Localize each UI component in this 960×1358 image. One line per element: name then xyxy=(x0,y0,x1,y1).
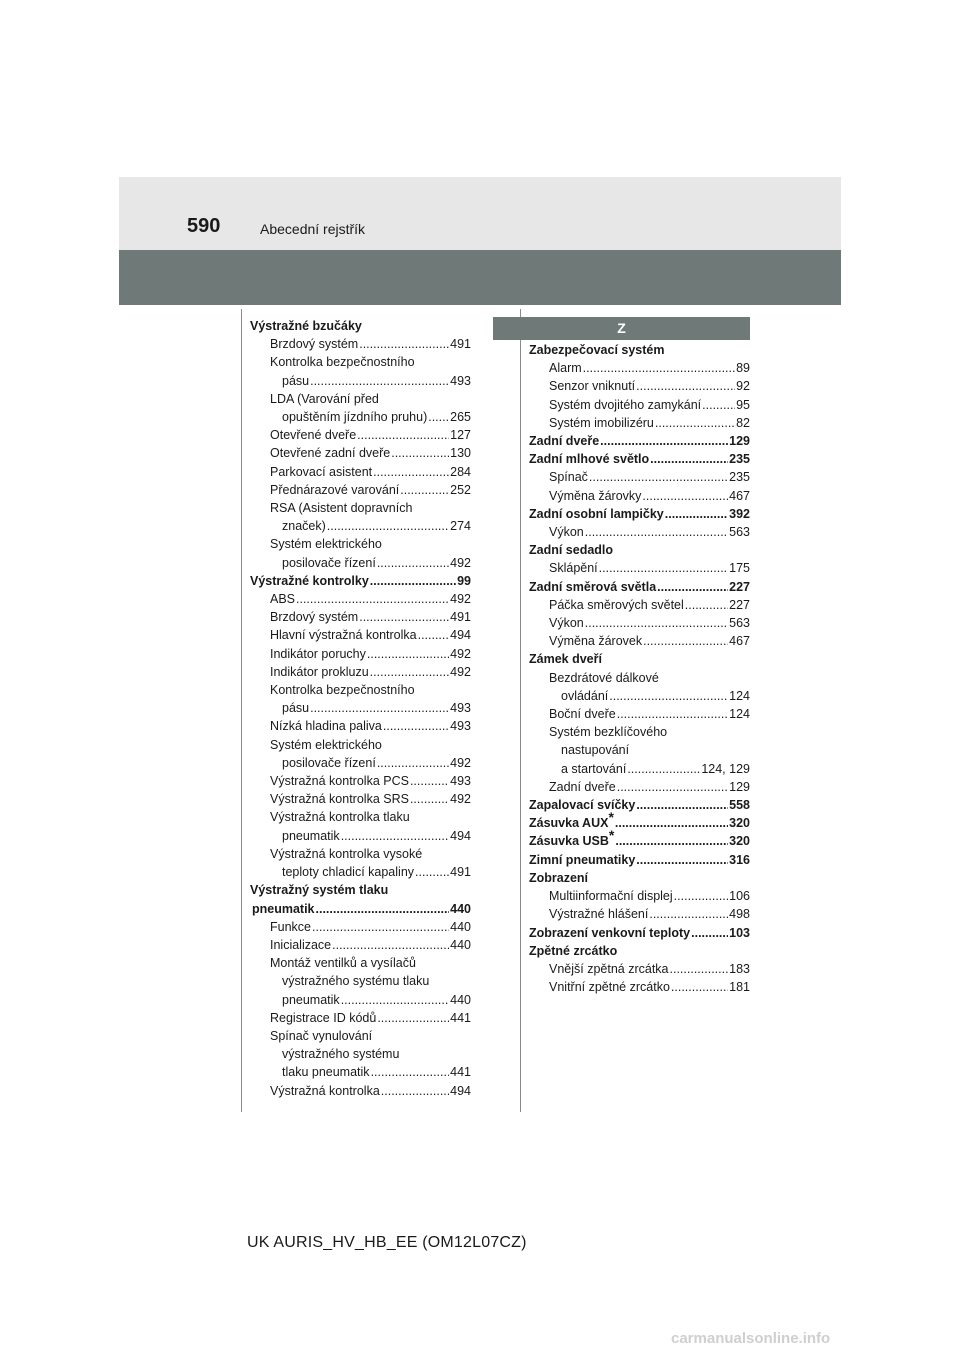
index-entry xyxy=(239,663,471,681)
index-entry: Montáž ventilků a vysílačů xyxy=(270,956,416,971)
index-entry xyxy=(239,918,471,936)
dot-leader xyxy=(377,754,449,772)
dot-leader xyxy=(410,772,449,790)
dot-leader xyxy=(296,590,449,608)
index-entry xyxy=(239,790,471,808)
entry-term: Hlavní výstražná kontrolka xyxy=(270,628,417,643)
entry-page: 492 xyxy=(450,646,471,661)
index-entry: Výstražná kontrolka tlaku xyxy=(270,810,410,825)
dot-leader xyxy=(371,1063,450,1081)
index-entry xyxy=(518,614,750,632)
entry-page: 316 xyxy=(729,852,750,867)
entry-term: Zadní dveře xyxy=(529,434,600,449)
entry-term: Výkon xyxy=(549,525,584,540)
dot-leader xyxy=(589,468,728,486)
entry-page: 494 xyxy=(450,828,471,843)
entry-term: Zadní osobní lampičky xyxy=(529,506,664,521)
entry-page: 492 xyxy=(450,792,471,807)
index-entry xyxy=(239,991,471,1009)
index-entry xyxy=(518,396,750,414)
footer-model-code: UK AURIS_HV_HB_EE (OM12L07CZ) xyxy=(247,1234,527,1251)
dot-leader xyxy=(418,626,450,644)
entry-page: 103 xyxy=(729,925,750,940)
entry-term: Parkovací asistent xyxy=(270,464,373,479)
dot-leader xyxy=(685,596,728,614)
index-entry xyxy=(518,414,750,432)
entry-term: Zadní dveře xyxy=(549,779,616,794)
dot-leader xyxy=(617,705,728,723)
dot-leader xyxy=(312,918,449,936)
entry-page: 493 xyxy=(450,774,471,789)
index-entry: Zobrazení xyxy=(529,870,589,885)
entry-page: 252 xyxy=(450,482,471,497)
entry-page: 175 xyxy=(729,561,750,576)
entry-page: 320 xyxy=(729,816,750,831)
entry-term: Indikátor prokluzu xyxy=(270,664,369,679)
dot-leader xyxy=(341,991,449,1009)
index-entry: Kontrolka bezpečnostního xyxy=(270,355,415,370)
entry-term: pásu xyxy=(282,373,310,388)
entry-page: 491 xyxy=(450,865,471,880)
entry-page: 89 xyxy=(736,361,750,376)
dot-leader xyxy=(636,377,735,395)
entry-page: 92 xyxy=(736,379,750,394)
entry-term: pneumatik xyxy=(252,901,315,916)
index-entry: Systém bezklíčového xyxy=(549,725,668,740)
entry-term: Zásuvka USB* xyxy=(529,827,615,849)
dot-leader xyxy=(367,645,449,663)
entry-term: pásu xyxy=(282,701,310,716)
entry-page: 183 xyxy=(729,961,750,976)
index-entry: nastupování xyxy=(561,743,630,758)
dot-leader xyxy=(370,663,449,681)
index-entry: LDA (Varování před xyxy=(270,391,379,406)
entry-term: Zapalovací svíčky xyxy=(529,798,636,813)
index-entry xyxy=(239,408,471,426)
dot-leader xyxy=(674,887,728,905)
entry-page: 494 xyxy=(450,1083,471,1098)
index-entry xyxy=(239,699,471,717)
dot-leader xyxy=(377,1009,449,1027)
entry-term: Páčka směrových světel xyxy=(549,597,684,612)
dot-leader xyxy=(585,614,728,632)
index-entry xyxy=(239,1063,471,1081)
dot-leader xyxy=(341,827,449,845)
entry-page: 440 xyxy=(450,992,471,1007)
entry-page: 492 xyxy=(450,592,471,607)
index-entry xyxy=(239,645,471,663)
entry-page: 491 xyxy=(450,337,471,352)
index-entry: Zadní sedadlo xyxy=(529,543,614,558)
entry-term: Brzdový systém xyxy=(270,337,359,352)
entry-page: 563 xyxy=(729,616,750,631)
dot-leader xyxy=(359,335,449,353)
entry-term: Otevřené dveře xyxy=(270,428,357,443)
entry-term: Výkon xyxy=(549,616,584,631)
index-entry: Výstražný systém tlaku xyxy=(250,883,389,898)
entry-page: 392 xyxy=(729,506,750,521)
index-entry xyxy=(518,827,750,850)
dot-leader xyxy=(310,372,449,390)
dot-leader xyxy=(310,699,449,717)
entry-page: 124, 129 xyxy=(701,761,750,776)
index-entry xyxy=(239,626,471,644)
entry-term: Brzdový systém xyxy=(270,610,359,625)
index-entry xyxy=(518,359,750,377)
dot-leader xyxy=(617,778,728,796)
dot-leader xyxy=(327,517,449,535)
entry-term: ovládání xyxy=(561,688,609,703)
index-entry xyxy=(518,851,750,869)
entry-term: Otevřené zadní dveře xyxy=(270,446,391,461)
dot-leader xyxy=(428,408,449,426)
dot-leader xyxy=(627,760,700,778)
index-entry: Bezdrátové dálkové xyxy=(549,670,659,685)
dot-leader xyxy=(649,905,728,923)
entry-term: Výstražná kontrolka SRS xyxy=(270,792,409,807)
entry-page: 440 xyxy=(450,937,471,952)
dot-leader xyxy=(615,814,728,832)
index-entry xyxy=(239,335,471,353)
entry-page: 284 xyxy=(450,464,471,479)
dot-leader xyxy=(671,978,728,996)
dot-leader xyxy=(359,608,449,626)
index-entry xyxy=(239,1009,471,1027)
entry-page: 441 xyxy=(450,1010,471,1025)
index-entry xyxy=(239,572,471,590)
dot-leader xyxy=(381,1082,449,1100)
entry-term: Zadní směrová světla xyxy=(529,579,657,594)
dot-leader xyxy=(642,487,728,505)
index-entry xyxy=(239,717,471,735)
dot-leader xyxy=(599,559,728,577)
entry-page: 181 xyxy=(729,980,750,995)
index-column-left xyxy=(239,317,471,1100)
entry-term: Funkce xyxy=(270,919,311,934)
index-entry xyxy=(518,468,750,486)
entry-term: a startování xyxy=(561,761,627,776)
entry-page: 106 xyxy=(729,889,750,904)
dot-leader xyxy=(691,924,728,942)
entry-term: Vnější zpětná zrcátka xyxy=(549,961,669,976)
entry-page: 492 xyxy=(450,755,471,770)
entry-page: 227 xyxy=(729,579,750,594)
entry-page: 493 xyxy=(450,701,471,716)
entry-term: pneumatik xyxy=(282,992,340,1007)
entry-page: 491 xyxy=(450,610,471,625)
entry-term: posilovače řízení xyxy=(282,555,376,570)
entry-page: 467 xyxy=(729,634,750,649)
dot-leader xyxy=(383,717,449,735)
entry-page: 127 xyxy=(450,428,471,443)
entry-term: Spínač xyxy=(549,470,588,485)
entry-page: 558 xyxy=(729,798,750,813)
entry-term: Systém imobilizéru xyxy=(549,415,654,430)
index-entry xyxy=(518,596,750,614)
entry-page: 492 xyxy=(450,555,471,570)
index-entry xyxy=(239,772,471,790)
index-entry xyxy=(518,778,750,796)
entry-term: Sklápění xyxy=(549,561,598,576)
section-title: Abecední rejstřík xyxy=(260,221,366,237)
dot-leader xyxy=(643,632,728,650)
header-band xyxy=(119,177,841,250)
footnote-mark: * xyxy=(608,827,615,844)
entry-page: 235 xyxy=(729,470,750,485)
entry-page: 493 xyxy=(450,719,471,734)
entry-page: 492 xyxy=(450,664,471,679)
index-entry xyxy=(518,578,750,596)
dot-leader xyxy=(332,936,449,954)
entry-term: Multiinformační displej xyxy=(549,889,673,904)
entry-term: pneumatik xyxy=(282,828,340,843)
entry-term: Systém dvojitého zamykání xyxy=(549,397,702,412)
index-entry xyxy=(239,554,471,572)
entry-term: Zobrazení venkovní teploty xyxy=(529,925,691,940)
dot-leader xyxy=(702,396,735,414)
watermark: carmanualsonline.info xyxy=(671,1330,831,1347)
entry-page: 440 xyxy=(450,919,471,934)
index-entry: Zámek dveří xyxy=(529,652,602,667)
index-entry: Zpětné zrcátko xyxy=(529,943,618,958)
entry-term: Přednárazové varování xyxy=(270,482,400,497)
index-entry: RSA (Asistent dopravních xyxy=(270,501,413,516)
dot-leader xyxy=(665,505,728,523)
entry-page: 265 xyxy=(450,410,471,425)
entry-term: Senzor vniknutí xyxy=(549,379,636,394)
index-entry xyxy=(239,1082,471,1100)
entry-page: 440 xyxy=(450,901,471,916)
entry-term: Výstražné hlášení xyxy=(549,907,649,922)
entry-term: Registrace ID kódů xyxy=(270,1010,377,1025)
entry-page: 494 xyxy=(450,628,471,643)
entry-term: Výměna žárovek xyxy=(549,634,643,649)
dot-leader xyxy=(583,359,735,377)
index-entry xyxy=(239,827,471,845)
index-entry xyxy=(518,432,750,450)
dot-leader xyxy=(636,796,728,814)
index-entry xyxy=(239,863,471,881)
entry-page: 82 xyxy=(736,415,750,430)
entry-term: ABS xyxy=(270,592,296,607)
index-entry xyxy=(239,754,471,772)
dot-leader xyxy=(373,463,449,481)
entry-page: 498 xyxy=(729,907,750,922)
index-entry xyxy=(518,705,750,723)
index-entry xyxy=(518,905,750,923)
entry-page: 129 xyxy=(729,434,750,449)
index-entry xyxy=(518,887,750,905)
entry-page: 227 xyxy=(729,597,750,612)
index-entry xyxy=(518,487,750,505)
entry-term: Výstražná kontrolka PCS xyxy=(270,774,409,789)
index-entry xyxy=(239,463,471,481)
dot-leader xyxy=(410,790,449,808)
entry-page: 124 xyxy=(729,688,750,703)
index-entry: Kontrolka bezpečnostního xyxy=(270,683,415,698)
index-entry xyxy=(239,444,471,462)
entry-term: Zásuvka AUX* xyxy=(529,809,614,831)
entry-page: 467 xyxy=(729,488,750,503)
index-entry xyxy=(518,760,750,778)
entry-page: 129 xyxy=(729,779,750,794)
index-entry xyxy=(518,978,750,996)
entry-term: Výstražné kontrolky xyxy=(250,573,369,588)
index-entry xyxy=(518,960,750,978)
index-entry xyxy=(239,608,471,626)
entry-page: 99 xyxy=(457,573,471,588)
index-entry xyxy=(239,936,471,954)
dot-leader xyxy=(650,450,728,468)
entry-term: Výměna žárovky xyxy=(549,488,642,503)
index-column-right xyxy=(518,317,750,996)
entry-page: 493 xyxy=(450,373,471,388)
index-entry xyxy=(518,450,750,468)
dot-leader xyxy=(636,851,728,869)
entry-term: Výstražná kontrolka xyxy=(270,1083,380,1098)
footnote-mark: * xyxy=(608,809,614,826)
entry-page: 320 xyxy=(729,834,750,849)
index-entry xyxy=(518,523,750,541)
index-entry xyxy=(239,426,471,444)
index-entry: Zabezpečovací systém xyxy=(529,343,665,357)
entry-page: 130 xyxy=(450,446,471,461)
index-entry xyxy=(518,505,750,523)
index-entry xyxy=(239,517,471,535)
dot-leader xyxy=(670,960,729,978)
entry-term: značek) xyxy=(282,519,326,534)
index-entry xyxy=(518,809,750,832)
dot-leader xyxy=(585,523,728,541)
index-entry xyxy=(518,796,750,814)
dot-leader xyxy=(600,432,728,450)
index-entry: Systém elektrického xyxy=(270,737,382,752)
index-entry xyxy=(239,590,471,608)
dot-leader xyxy=(316,900,450,918)
entry-page: 563 xyxy=(729,525,750,540)
entry-term: Alarm xyxy=(549,361,582,376)
entry-term: Nízká hladina paliva xyxy=(270,719,382,734)
index-entry xyxy=(518,559,750,577)
dot-leader xyxy=(609,687,728,705)
dot-leader xyxy=(655,414,735,432)
entry-page: 124 xyxy=(729,707,750,722)
dot-leader xyxy=(391,444,449,462)
entry-term: Zimní pneumatiky xyxy=(529,852,636,867)
index-entry xyxy=(518,924,750,942)
index-entry: výstražného systému tlaku xyxy=(282,974,430,989)
entry-term: opuštěním jízdního pruhu) xyxy=(282,410,428,425)
index-entry: Výstražná kontrolka vysoké xyxy=(270,846,423,861)
header-dark-band xyxy=(119,250,841,305)
index-entry xyxy=(518,377,750,395)
index-entry: Výstražné bzučáky xyxy=(250,319,362,333)
index-entry: výstražného systému xyxy=(282,1047,400,1062)
entry-term: teploty chladicí kapaliny xyxy=(282,865,415,880)
index-entry xyxy=(239,372,471,390)
dot-leader xyxy=(615,832,728,850)
entry-term: Boční dveře xyxy=(549,707,616,722)
index-entry xyxy=(518,687,750,705)
letter-heading: Z xyxy=(493,317,750,340)
entry-term: tlaku pneumatik xyxy=(282,1065,370,1080)
dot-leader xyxy=(657,578,728,596)
dot-leader xyxy=(370,572,456,590)
dot-leader xyxy=(415,863,449,881)
entry-term: posilovače řízení xyxy=(282,755,376,770)
index-entry xyxy=(518,632,750,650)
index-entry xyxy=(239,481,471,499)
dot-leader xyxy=(377,554,449,572)
entry-page: 95 xyxy=(736,397,750,412)
entry-page: 235 xyxy=(729,452,750,467)
entry-term: Vnitřní zpětné zrcátko xyxy=(549,980,670,995)
entry-term: Zadní mlhové světlo xyxy=(529,452,650,467)
index-entry: Systém elektrického xyxy=(270,537,382,552)
index-entry: Spínač vynulování xyxy=(270,1028,373,1043)
entry-term: Inicializace xyxy=(270,937,332,952)
index-entry xyxy=(239,900,471,918)
entry-page: 274 xyxy=(450,519,471,534)
entry-page: 441 xyxy=(450,1065,471,1080)
entry-term: Indikátor poruchy xyxy=(270,646,366,661)
dot-leader xyxy=(400,481,449,499)
page-number: 590 xyxy=(187,215,221,237)
dot-leader xyxy=(357,426,449,444)
